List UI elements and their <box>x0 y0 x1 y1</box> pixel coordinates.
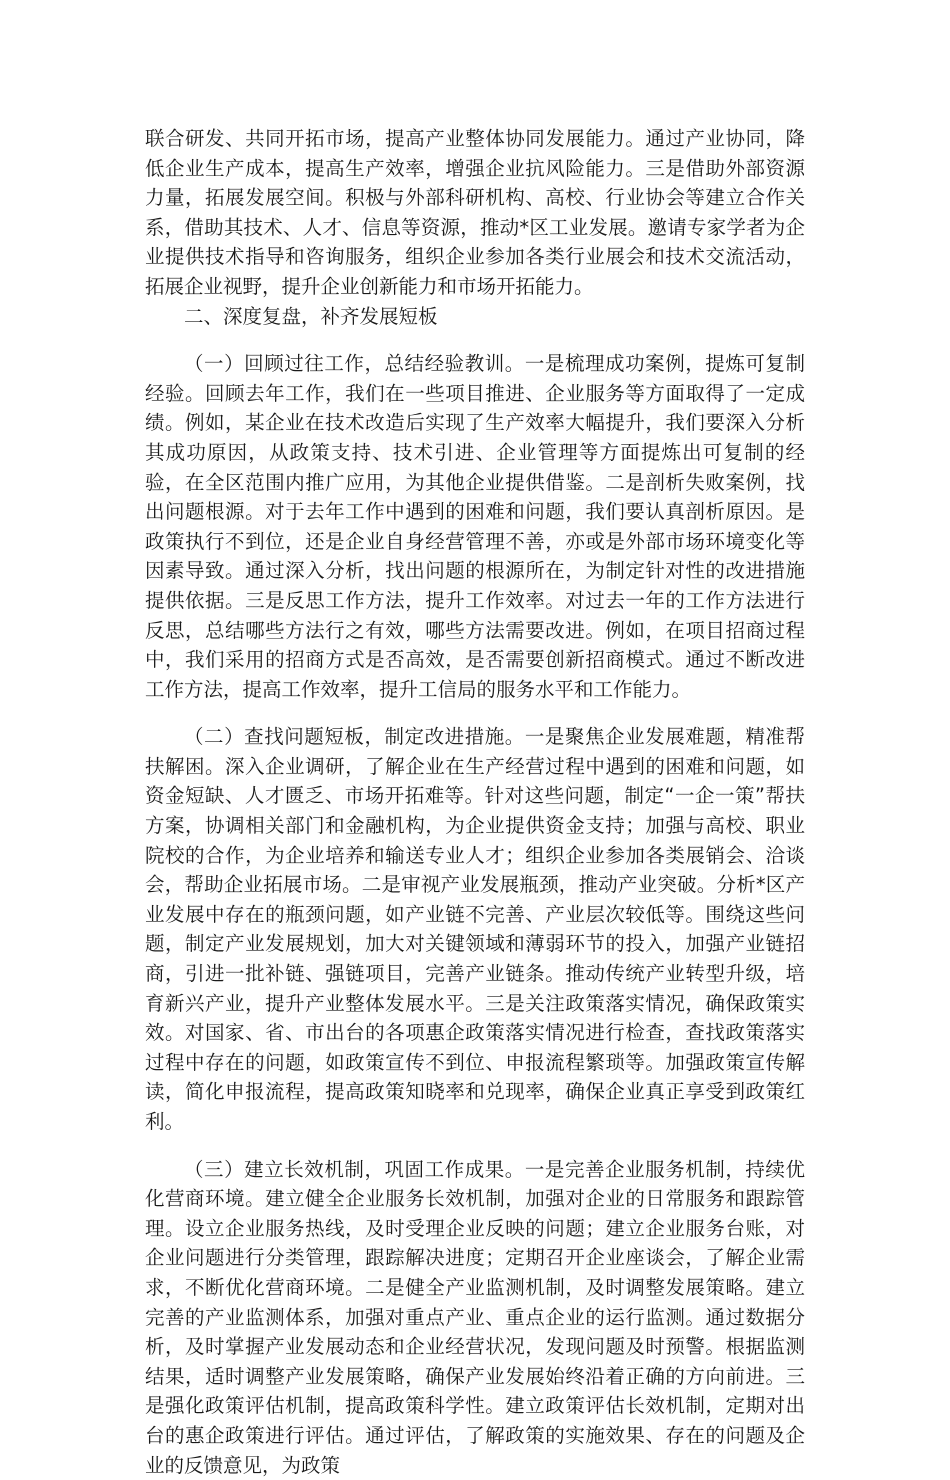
paragraph-long-term-mechanism: （三）建立长效机制，巩固工作成果。一是完善企业服务机制，持续优化营商环境。建立健全企业服务长效机制，加强对企业的日常服务和跟踪管理。设立企业服务热线，及时受理企业反映的问题；建立企业服务台账，对企业问题进行分类管理，跟踪解决进度；定期召开企业座谈会，了解企业需求，不断优化营商环境。二是健全产业监测机制，及时调整发展策略。建立完善的产业监测体系，加强对重点产业、重点企业的运行监测。通过数据分析，及时掌握产业发展动态和企业经营状况，发现问题及时预警。根据监测结果，适时调整产业发展策略，确保产业发展始终沿着正确的方向前进。三是强化政策评估机制，提高政策科学性。建立政策评估长效机制，定期对出台的惠企政策进行评估。通过评估，了解政策的实施效果、存在的问题及企业的反馈意见，为政策 <box>145 1157 805 1477</box>
paragraph-review-work: （一）回顾过往工作，总结经验教训。一是梳理成功案例，提炼可复制经验。回顾去年工作，我们在一些项目推进、企业服务等方面取得了一定成绩。例如，某企业在技术改造后实现了生产效率大幅提升，我们要深入分析其成功原因，从政策支持、技术引进、企业管理等方面提炼出可复制的经验，在全区范围内推广应用，为其他企业提供借鉴。二是剖析失败案例，找出问题根源。对于去年工作中遇到的困难和问题，我们要认真剖析原因。是政策执行不到位，还是企业自身经营管理不善，亦或是外部市场环境变化等因素导致。通过深入分析，找出问题的根源所在，为制定针对性的改进措施提供依据。三是反思工作方法，提升工作效率。对过去一年的工作方法进行反思，总结哪些方法行之有效，哪些方法需要改进。例如，在项目招商过程中，我们采用的招商方式是否高效，是否需要创新招商模式。通过不断改进工作方法，提高工作效率，提升工信局的服务水平和工作能力。 <box>145 352 805 701</box>
paragraph-find-shortcomings: （二）查找问题短板，制定改进措施。一是聚焦企业发展难题，精准帮扶解困。深入企业调研，了解企业在生产经营过程中遇到的困难和问题，如资金短缺、人才匮乏、市场开拓难等。针对这些问题，制定“一企一策”帮扶方案，协调相关部门和金融机构，为企业提供资金支持；加强与高校、职业院校的合作，为企业培养和输送专业人才；组织企业参加各类展销会、洽谈会，帮助企业拓展市场。二是审视产业发展瓶颈，推动产业突破。分析*区产业发展中存在的瓶颈问题，如产业链不完善、产业层次较低等。围绕这些问题，制定产业发展规划，加大对关键领域和薄弱环节的投入，加强产业链招商，引进一批补链、强链项目，完善产业链条。推动传统产业转型升级，培育新兴产业，提升产业整体发展水平。三是关注政策落实情况，确保政策实效。对国家、省、市出台的各项惠企政策落实情况进行检查，查找政策落实过程中存在的问题，如政策宣传不到位、申报流程繁琐等。加强政策宣传解读，简化申报流程，提高政策知晓率和兑现率，确保企业真正享受到政策红利。 <box>145 725 805 1133</box>
paragraph-continuation: 联合研发、共同开拓市场，提高产业整体协同发展能力。通过产业协同，降低企业生产成本，提高生产效率，增强企业抗风险能力。三是借助外部资源力量，拓展发展空间。积极与外部科研机构、高校、行业协会等建立合作关系，借助其技术、人才、信息等资源，推动*区工业发展。邀请专家学者为企业提供技术指导和咨询服务，组织企业参加各类行业展会和技术交流活动，拓展企业视野，提升企业创新能力和市场开拓能力。 <box>145 127 805 298</box>
section-heading: 二、深度复盘，补齐发展短板 <box>184 304 438 328</box>
document-page <box>145 124 805 1480</box>
